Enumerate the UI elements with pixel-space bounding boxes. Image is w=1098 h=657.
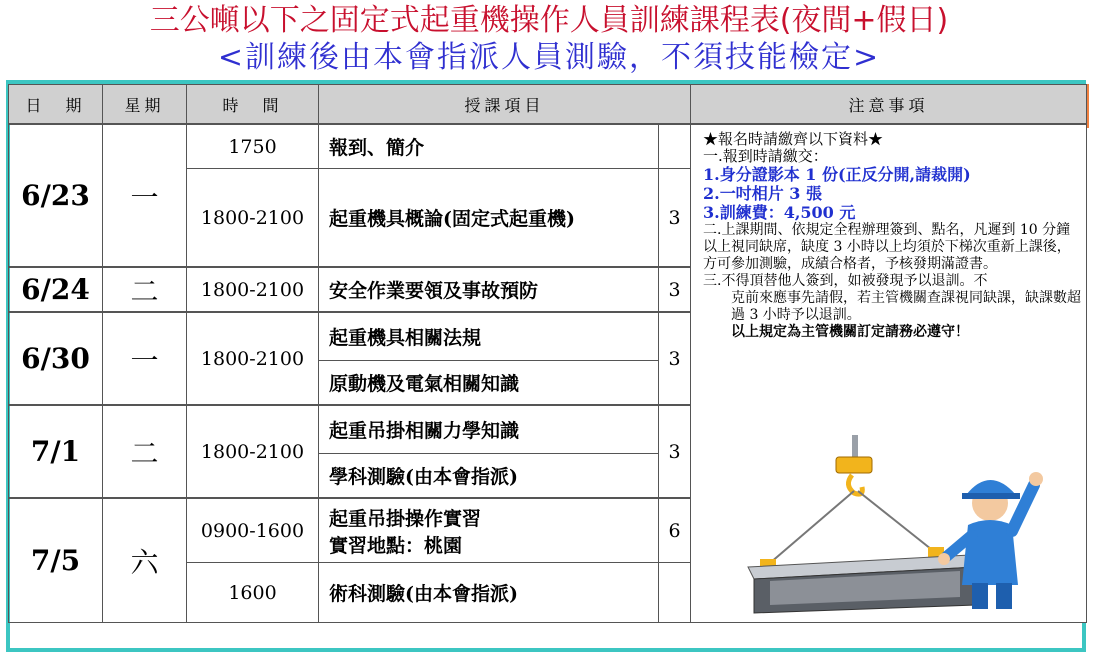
notes-item1a: 1.身分證影本 1 份(正反分開,請裁開) [703, 165, 971, 184]
hours-cell: 6 [659, 499, 691, 563]
subject-cell: 報到、簡介 [319, 125, 659, 169]
time-cell: 1750 [187, 125, 319, 169]
time-cell: 1800-2100 [187, 406, 319, 498]
header-date: 日 期 [9, 85, 103, 124]
subject-cell: 起重吊掛相關力學知識 [319, 406, 659, 454]
table-row [9, 125, 1087, 169]
subject-line: 起重吊掛操作實習 [329, 507, 482, 530]
header-time: 時 間 [187, 85, 319, 124]
notes-item1: 一.報到時請繳交： [703, 147, 828, 165]
header-weekday: 星期 [103, 85, 187, 124]
header-notes: 注意事項 [691, 85, 1087, 124]
hours-cell [659, 563, 691, 623]
notes-item1b: 2.一吋相片 3 張 [703, 184, 822, 203]
notes-item3c: 以上規定為主管機關訂定請務必遵守！ [731, 324, 969, 340]
header-row [9, 85, 1087, 124]
date-cell: 7/1 [9, 406, 103, 498]
hours-cell: 3 [659, 169, 691, 267]
time-cell: 1800-2100 [187, 313, 319, 405]
weekday-cell: 六 [103, 499, 187, 623]
date-cell: 7/5 [9, 499, 103, 623]
weekday-cell: 二 [103, 406, 187, 498]
hours-cell: 3 [659, 406, 691, 498]
hours-cell: 3 [659, 268, 691, 312]
crane-worker-illustration [740, 435, 1070, 615]
notes-item2: 二.上課期間、依規定全程辦理簽到、點名，凡遲到 10 分鐘以上視同缺席，缺度 3 小時以上均須於下梯次重新上課後，方可參加測驗，成績合格者，予核發期滿證書。 [703, 222, 1071, 272]
page-subtitle: <訓練後由本會指派人員測驗，不須技能檢定> [217, 40, 881, 75]
time-cell: 1800-2100 [187, 169, 319, 267]
time-cell: 0900-1600 [187, 499, 319, 563]
hours-cell [659, 125, 691, 169]
weekday-cell: 一 [103, 313, 187, 405]
subject-cell: 原動機及電氣相關知識 [319, 361, 659, 405]
date-cell: 6/24 [9, 268, 103, 312]
notes-item3a: 三.不得頂替他人簽到，如被發現予以退訓。不 [703, 273, 988, 289]
page-title: 三公噸以下之固定式起重機操作人員訓練課程表(夜間+假日) [149, 3, 949, 38]
time-cell: 1800-2100 [187, 268, 319, 312]
date-cell: 6/30 [9, 313, 103, 405]
time-cell: 1600 [187, 563, 319, 623]
hours-cell: 3 [659, 313, 691, 405]
notes-item3b: 克前來應事先請假，若主管機關查課視同缺課，缺課數超過 3 小時予以退訓。 [731, 290, 1081, 323]
header-subject: 授課項目 [319, 85, 691, 124]
weekday-cell: 一 [103, 125, 187, 267]
subject-cell [319, 499, 659, 563]
weekday-cell: 二 [103, 268, 187, 312]
subject-cell: 起重機具概論(固定式起重機) [319, 169, 659, 267]
subject-cell: 術科測驗(由本會指派) [319, 563, 659, 623]
subject-location: 實習地點：桃園 [329, 534, 463, 557]
date-cell: 6/23 [9, 125, 103, 267]
subject-cell: 安全作業要領及事故預防 [319, 268, 659, 312]
subject-cell: 學科測驗(由本會指派) [319, 454, 659, 498]
notes-item1c: 3.訓練費：4,500 元 [703, 203, 856, 222]
subject-cell: 起重機具相關法規 [319, 313, 659, 361]
notes-heading: ★報名時請繳齊以下資料★ [703, 130, 884, 148]
